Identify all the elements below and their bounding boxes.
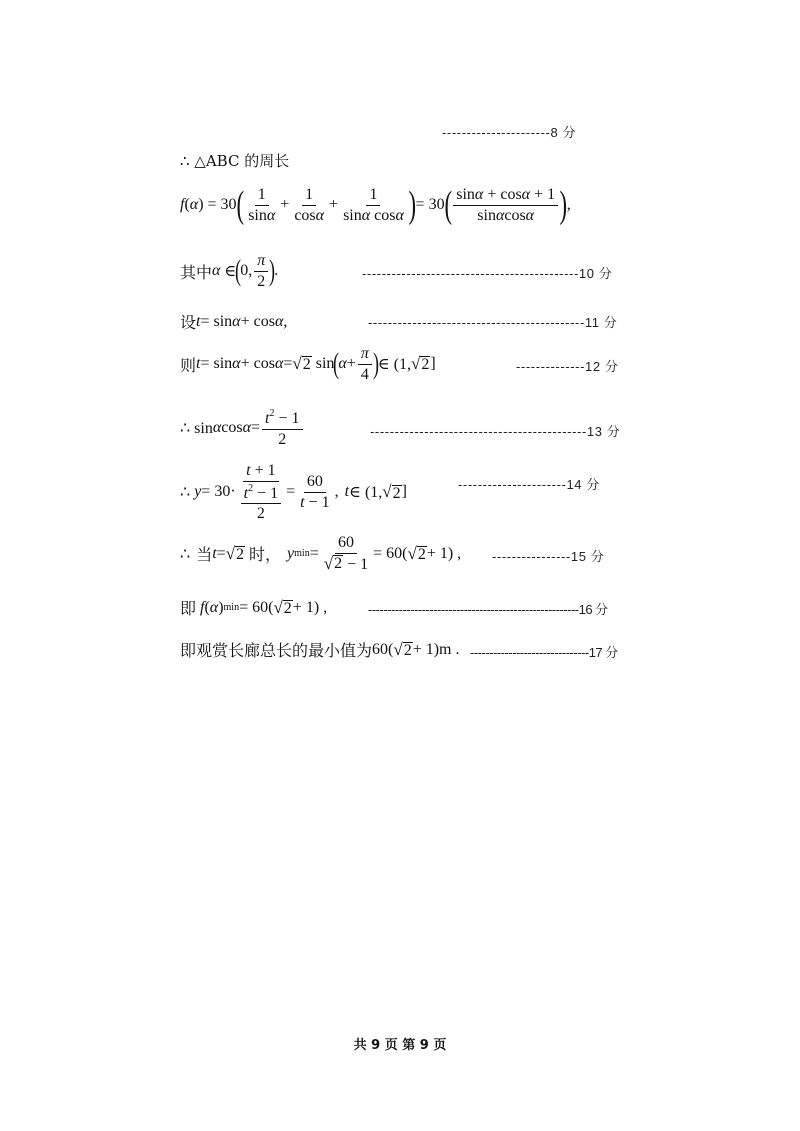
perimeter-formula: f ( α ) = 30 ( $\frac{1}{\sin\alpha}$ + $\frac{1}{\cos\alpha}$ + $\frac{1}{\text{sinα cosα}}$ ) = 30 ( $\frac{\sin\alpha + \cos\alpha + 1}{\sin\alpha\cos\alpha}$ ) , — [180, 184, 571, 227]
score-marker-11: --------------------------------------------11 分 — [368, 315, 618, 330]
domain-prefix: 其中 — [180, 264, 213, 282]
score-marker-14: ----------------------14 分 — [458, 477, 600, 492]
final-answer-text: 即观赏长廊总长的最小值为 — [180, 643, 373, 660]
range-line: 则 t = sin α + cos α = √ 2 sin ( α + $\frac{\pi}{4}$ ) ∈ (1, √ 2 ] — [180, 345, 436, 383]
range-prefix: 则 — [180, 357, 197, 375]
page-footer: 共 9 页 第 9 页 — [353, 1038, 447, 1053]
substitution-line: 设 t = sin α + cos α , — [180, 310, 287, 333]
score-marker-16: -------------------------------------------------------16 分 — [368, 602, 608, 617]
score-marker-10: --------------------------------------------10 分 — [362, 266, 613, 281]
when-suffix: 时， — [249, 547, 282, 565]
final-answer-line: 即观赏长廊总长的最小值为 60( √ 2 + 1) m . — [180, 639, 460, 660]
score-marker-8: ----------------------8 分 — [442, 125, 577, 140]
conclusion-line: 即 f ( α ) min = 60( √ 2 + 1) , — [180, 597, 328, 618]
perimeter-heading-text: ∴ △ABC 的周长 — [180, 152, 290, 170]
domain-line: 其中 α ∈ ( 0, $\frac{\pi}{2}$ ) . — [180, 252, 279, 290]
final-answer-unit: m . — [439, 640, 460, 658]
product-line: ∴ sin α cos α = $\frac{t^2 - 1}{2}$ — [180, 408, 305, 448]
function-line: ∴ y = 30· $\frac{t + 1}{\frac{t^2 - 1}{2}}$ = $\frac{60}{t - 1}$ , t ∈ (1, √ 2 ] — [180, 462, 407, 523]
conclusion-prefix: 即 — [180, 601, 197, 618]
score-marker-15: ----------------15 分 — [492, 549, 605, 564]
score-marker-12: --------------12 分 — [516, 359, 619, 374]
score-marker-13: --------------------------------------------13 分 — [370, 424, 621, 439]
when-prefix: 当 — [196, 547, 213, 565]
minimum-line: ∴ 当 t = √ 2 时， y min = 60 √ 2 − 1 = 60( √ 2 + 1) , — [180, 534, 462, 573]
score-marker-17: -------------------------------17 分 — [470, 645, 618, 660]
substitution-prefix: 设 — [180, 315, 197, 332]
perimeter-heading — [180, 150, 289, 171]
